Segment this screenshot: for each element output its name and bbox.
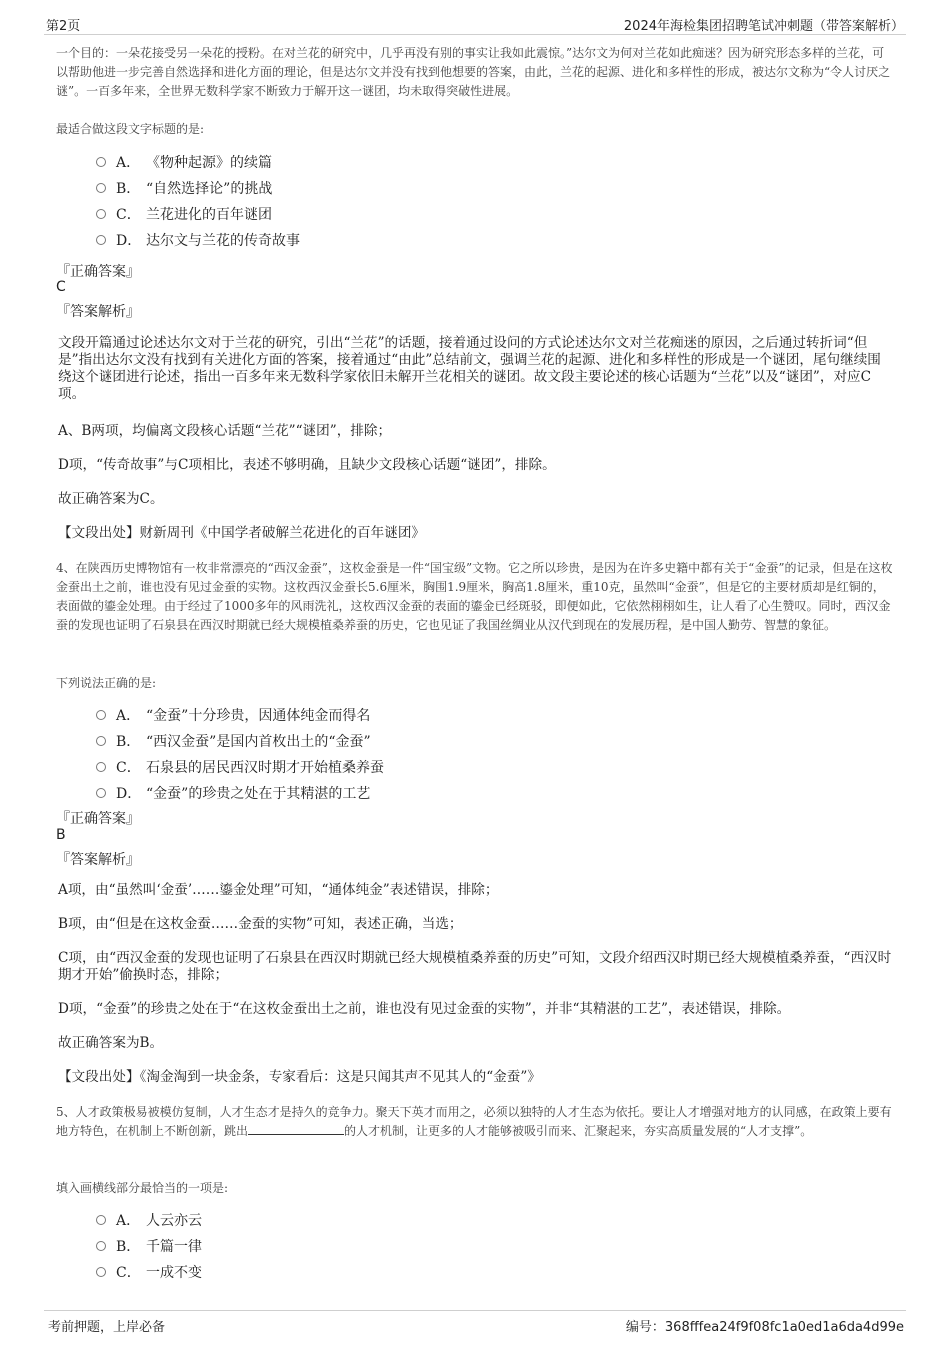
q4-analysis-a: A项，由“虽然叫‘金蚕’……鎏金处理”可知，“通体纯金”表述错误，排除； bbox=[58, 882, 499, 898]
q4-analysis-d: D项，“金蚕”的珍贵之处在于“在这枚金蚕出土之前，谁也没有见过金蚕的实物”，并非“其精湛的工艺”，表述错误，排除。 bbox=[58, 1001, 791, 1017]
q4-answer: B bbox=[56, 827, 66, 843]
radio-icon[interactable] bbox=[96, 1215, 106, 1225]
q3-answer-label: 『正确答案』 bbox=[56, 264, 140, 280]
q4-option-d[interactable]: D． “金蚕”的珍贵之处在于其精湛的工艺 bbox=[96, 783, 370, 805]
q3-passage: 一个目的：一朵花接受另一朵花的授粉。在对兰花的研究中，几乎再没有别的事实让我如此震惊。”达尔文为何对兰花如此痴迷？因为研究形态多样的兰花，可以帮助他进一步完善自然选择和进化方面的理论，但是达尔文并没有找到他想要的答案，由此，兰花的起源、进化和多样性的形成，被达尔文称为“令人讨厌之谜”。一百多年来，全世界无数科学家不断致力于解开这一谜团，均未取得突破性进展。 bbox=[56, 46, 891, 98]
radio-icon[interactable] bbox=[96, 710, 106, 720]
q3-analysis-ab: A、B两项，均偏离文段核心话题“兰花”“谜团”，排除； bbox=[58, 423, 392, 439]
q3-source: 【文段出处】财新周刊《中国学者破解兰花进化的百年谜团》 bbox=[58, 525, 426, 541]
fill-in-blank bbox=[248, 1122, 344, 1135]
document-title: 2024年海检集团招聘笔试冲刺题（带答案解析） bbox=[623, 19, 904, 34]
q3-analysis-conclusion: 故正确答案为C。 bbox=[58, 491, 164, 507]
q3-question: 最适合做这段文字标题的是: bbox=[56, 122, 205, 136]
q4-option-b[interactable]: B． “西汉金蚕”是国内首枚出土的“金蚕” bbox=[96, 731, 371, 753]
radio-icon[interactable] bbox=[96, 1267, 106, 1277]
radio-icon[interactable] bbox=[96, 235, 106, 245]
q5-passage: 5、人才政策极易被模仿复制，人才生态才是持久的竞争力。聚天下英才而用之，必须以独特的人才生态为依托。要让人才增强对地方的认同感，在政策上要有地方特色，在机制上不断创新，跳出 的人才机制，让更多的人才能够被吸引而来、汇聚起来，夯实高质量发展的“人才支撑”。 bbox=[56, 1105, 892, 1138]
page-footer bbox=[44, 1310, 906, 1335]
footer-slogan: 考前押题，上岸必备 bbox=[48, 1320, 166, 1335]
q3-option-d[interactable]: D． 达尔文与兰花的传奇故事 bbox=[96, 230, 300, 252]
q4-analysis-c: C项，由“西汉金蚕的发现也证明了石泉县在西汉时期就已经大规模植桑养蚕的历史”可知，文段介绍西汉时期已经大规模植桑养蚕，“西汉时期才开始”偷换时态，排除； bbox=[58, 950, 892, 983]
radio-icon[interactable] bbox=[96, 209, 106, 219]
q4-analysis-conclusion: 故正确答案为B。 bbox=[58, 1035, 164, 1051]
q3-option-b[interactable]: B． “自然选择论”的挑战 bbox=[96, 178, 272, 200]
q4-question: 下列说法正确的是: bbox=[56, 676, 157, 690]
q3-analysis-label: 『答案解析』 bbox=[56, 304, 140, 320]
q3-answer: C bbox=[56, 279, 66, 295]
q3-option-a[interactable]: A． 《物种起源》的续篇 bbox=[96, 152, 272, 174]
radio-icon[interactable] bbox=[96, 788, 106, 798]
radio-icon[interactable] bbox=[96, 183, 106, 193]
radio-icon[interactable] bbox=[96, 1241, 106, 1251]
page-header bbox=[44, 12, 906, 35]
q4-option-a[interactable]: A． “金蚕”十分珍贵，因通体纯金而得名 bbox=[96, 705, 370, 727]
q4-analysis-label: 『答案解析』 bbox=[56, 852, 140, 868]
q4-source: 【文段出处】《淘金淘到一块金条，专家看后：这是只闻其声不见其人的“金蚕”》 bbox=[58, 1069, 541, 1085]
q4-passage: 4、在陕西历史博物馆有一枚非常漂亮的“西汉金蚕”，这枚金蚕是一件“国宝级”文物。它之所以珍贵，是因为在许多史籍中都有关于“金蚕”的记录，但是在这枚金蚕出土之前，谁也没有见过金蚕的实物。这枚西汉金蚕长5.6厘米，胸围1.9厘米，胸高1.8厘米，重10克，虽然叫“金蚕”，但是它的主要材质却是红铜的，表面做的鎏金处理。由于经过了1000多年的风雨洗礼，这枚西汉金蚕的表面的鎏金已经斑驳，即便如此，它依然栩栩如生，让人看了心生赞叹。同时，西汉金蚕的发现也证明了石泉县在西汉时期就已经大规模植桑养蚕的历史，它也见证了我国丝绸业从汉代到现在的发展历程，是中国人勤劳、智慧的象征。 bbox=[56, 561, 893, 632]
radio-icon[interactable] bbox=[96, 762, 106, 772]
radio-icon[interactable] bbox=[96, 736, 106, 746]
q5-option-c[interactable]: C． 一成不变 bbox=[96, 1262, 202, 1284]
q5-option-b[interactable]: B． 千篇一律 bbox=[96, 1236, 202, 1258]
radio-icon[interactable] bbox=[96, 157, 106, 167]
q4-option-c[interactable]: C． 石泉县的居民西汉时期才开始植桑养蚕 bbox=[96, 757, 384, 779]
q3-analysis-d: D项，“传奇故事”与C项相比，表述不够明确，且缺少文段核心话题“谜团”，排除。 bbox=[58, 457, 556, 473]
page-number: 第2页 bbox=[46, 19, 81, 34]
q4-answer-label: 『正确答案』 bbox=[56, 811, 140, 827]
q3-analysis-main: 文段开篇通过论述达尔文对于兰花的研究，引出“兰花”的话题，接着通过设问的方式论述达尔文对兰花痴迷的原因，之后通过转折词“但是”指出达尔文没有找到有关进化方面的答案，接着通过“由此”总结前文，强调兰花的起源、进化和多样性的形成是一个谜团，尾句继续围绕这个谜团进行论述，指出一百多年来无数科学家依旧未解开兰花相关的谜团。故文段主要论述的核心话题为“兰花”以及“谜团”，对应C项。 bbox=[58, 335, 881, 402]
q5-question: 填入画横线部分最恰当的一项是: bbox=[56, 1181, 229, 1195]
q5-option-a[interactable]: A． 人云亦云 bbox=[96, 1210, 202, 1232]
q3-option-c[interactable]: C． 兰花进化的百年谜团 bbox=[96, 204, 272, 226]
document-code: 编号：368fffea24f9f08fc1a0ed1a6da4d99e bbox=[625, 1320, 904, 1335]
q4-analysis-b: B项，由“但是在这枚金蚕……金蚕的实物”可知，表述正确，当选； bbox=[58, 916, 463, 932]
